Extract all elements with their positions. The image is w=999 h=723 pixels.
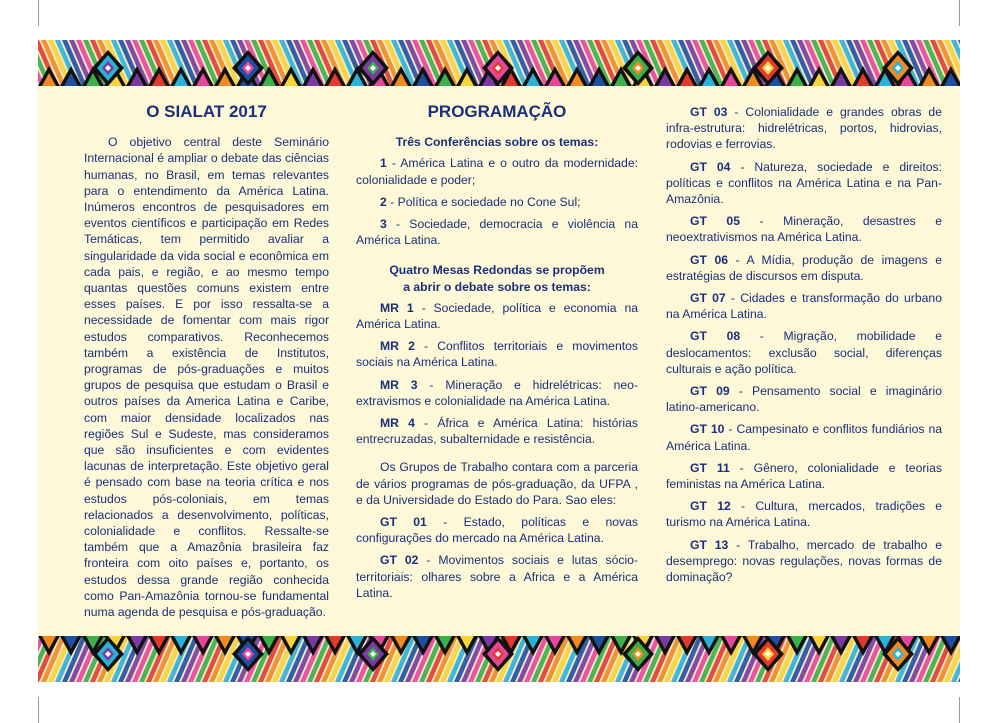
gt-item: GT 03 - Colonialidade e grandes obras de infra-estrutura: hidrelétricas, portos, hidrovias, rodovias e ferrovias.	[666, 105, 942, 152]
crop-mark	[959, 697, 960, 723]
mesas-heading-line2: a abrir o debate sobre os temas:	[403, 279, 591, 294]
gt-item: GT 04 - Natureza, sociedade e direitos: políticas e conflitos na América Latina e na Pan-Amazônia.	[666, 159, 942, 207]
mesa-item: MR 3 - Mineração e hidrelétricas: neo-extravismos e colonialidade na América Latina.	[356, 377, 638, 408]
gt-item: GT 05 - Mineração, desastres e neoextrativismos na América Latina.	[666, 214, 942, 245]
conference-item: 2 - Política e sociedade no Cone Sul;	[380, 194, 581, 209]
gt-item: GT 02 - Movimentos sociais e lutas sócio-territoriais: olhares sobre a Africa e a América Latina.	[356, 553, 638, 600]
crop-mark	[38, 0, 39, 26]
programacao-title: PROGRAMAÇÃO	[427, 102, 567, 121]
gt-item: GT 13 - Trabalho, mercado de trabalho e desemprego: novas regulações, novas formas de dominação?	[666, 537, 943, 585]
crop-mark	[38, 697, 39, 723]
gt-item: GT 09 - Pensamento social e imaginário latino-americano.	[666, 384, 942, 415]
column-programacao	[356, 104, 638, 607]
conference-item: 3 - Sociedade, democracia e violência na América Latina.	[356, 217, 638, 248]
brochure-sheet	[38, 40, 960, 682]
gt-item: GT 11 - Gênero, colonialidade e teorias feministas na América Latina.	[666, 460, 942, 492]
gt-item: GT 07 - Cidades e transformação do urbano na América Latina.	[666, 291, 942, 322]
conferences-heading: Três Conferências sobre os temas:	[395, 135, 599, 150]
crop-mark	[959, 0, 960, 26]
mesa-item: MR 1 - Sociedade, política e economia na América Latina.	[356, 300, 638, 332]
gt-item: GT 06 - A Mídia, produção de imagens e estratégias de discursos em disputa.	[666, 252, 942, 283]
column-sialat	[84, 104, 329, 626]
gt-item: GT 01 - Estado, políticas e novas configurações do mercado na América Latina.	[356, 515, 639, 546]
gt-item: GT 10 - Campesinato e conflitos fundiários na América Latina.	[666, 422, 942, 453]
conference-item: 1 - América Latina e o outro da modernidade: colonialidade e poder;	[356, 156, 638, 187]
mesa-item: MR 4 - África e América Latina: histórias entrecruzadas, subalternidade e resistência.	[356, 416, 638, 447]
gt-item: GT 08 - Migração, mobilidade e deslocamentos: exclusão social, diferenças culturais e ação política.	[666, 329, 942, 376]
sialat-title: O SIALAT 2017	[146, 102, 267, 121]
decorative-band-bottom	[38, 636, 960, 682]
decorative-pattern-top	[38, 40, 960, 86]
mesa-item: MR 2 - Conflitos territoriais e movimentos sociais na América Latina.	[356, 339, 638, 370]
gt-intro: Os Grupos de Trabalho contara com a parceria de vários programas de pós-graduação, da UFPA , e da Universidade do Estado do Para. Sao eles:	[356, 460, 638, 507]
mesas-heading-line1: Quatro Mesas Redondas se propõem	[389, 263, 605, 278]
decorative-band-top	[38, 40, 960, 86]
column-grupos-trabalho	[666, 104, 942, 591]
gt-item: GT 12 - Cultura, mercados, tradições e turismo na América Latina.	[666, 499, 942, 530]
decorative-pattern-bottom	[38, 636, 960, 682]
sialat-body: O objetivo central deste Seminário Internacional é ampliar o debate das ciências humanas, no Brasil, em temas relevantes para o entendimento da América Latina. Inúmeros encontros de pesquisadores em eventos científicos e participação em Redes Temáticas, tem permitido avaliar a singularidade da vida social e econômica em cada pais, e região, e ao mesmo tempo quantas questões comuns existem entre esses países. E por isso ressalta-se a necessidade de fomentar com mais rigor estudos comparativos. Reconhecemos também a existência de Institutos, programas de pós-graduações e muitos grupos de pesquisa que estudam o Brasil e outros países da America Latina e Caribe, com maior densidade localizados nas regiões Sul e Sudeste, mas consideramos que são insuficientes e com evidentes lacunas de interpretação. Este objetivo geral é pensado com base na teoria crítica e nos estudos pós-coloniais, em temas relacionados a desenvolvimento, políticas, colonialidade e conflitos. Ressalte-se também que a Amazônia brasileira faz fronteira com oito países e, portanto, os estudos dessa grande região conhecida como Pan-Amazônia tornou-se fundamental numa agenda de pesquisa e pós-graduação.	[84, 135, 329, 620]
